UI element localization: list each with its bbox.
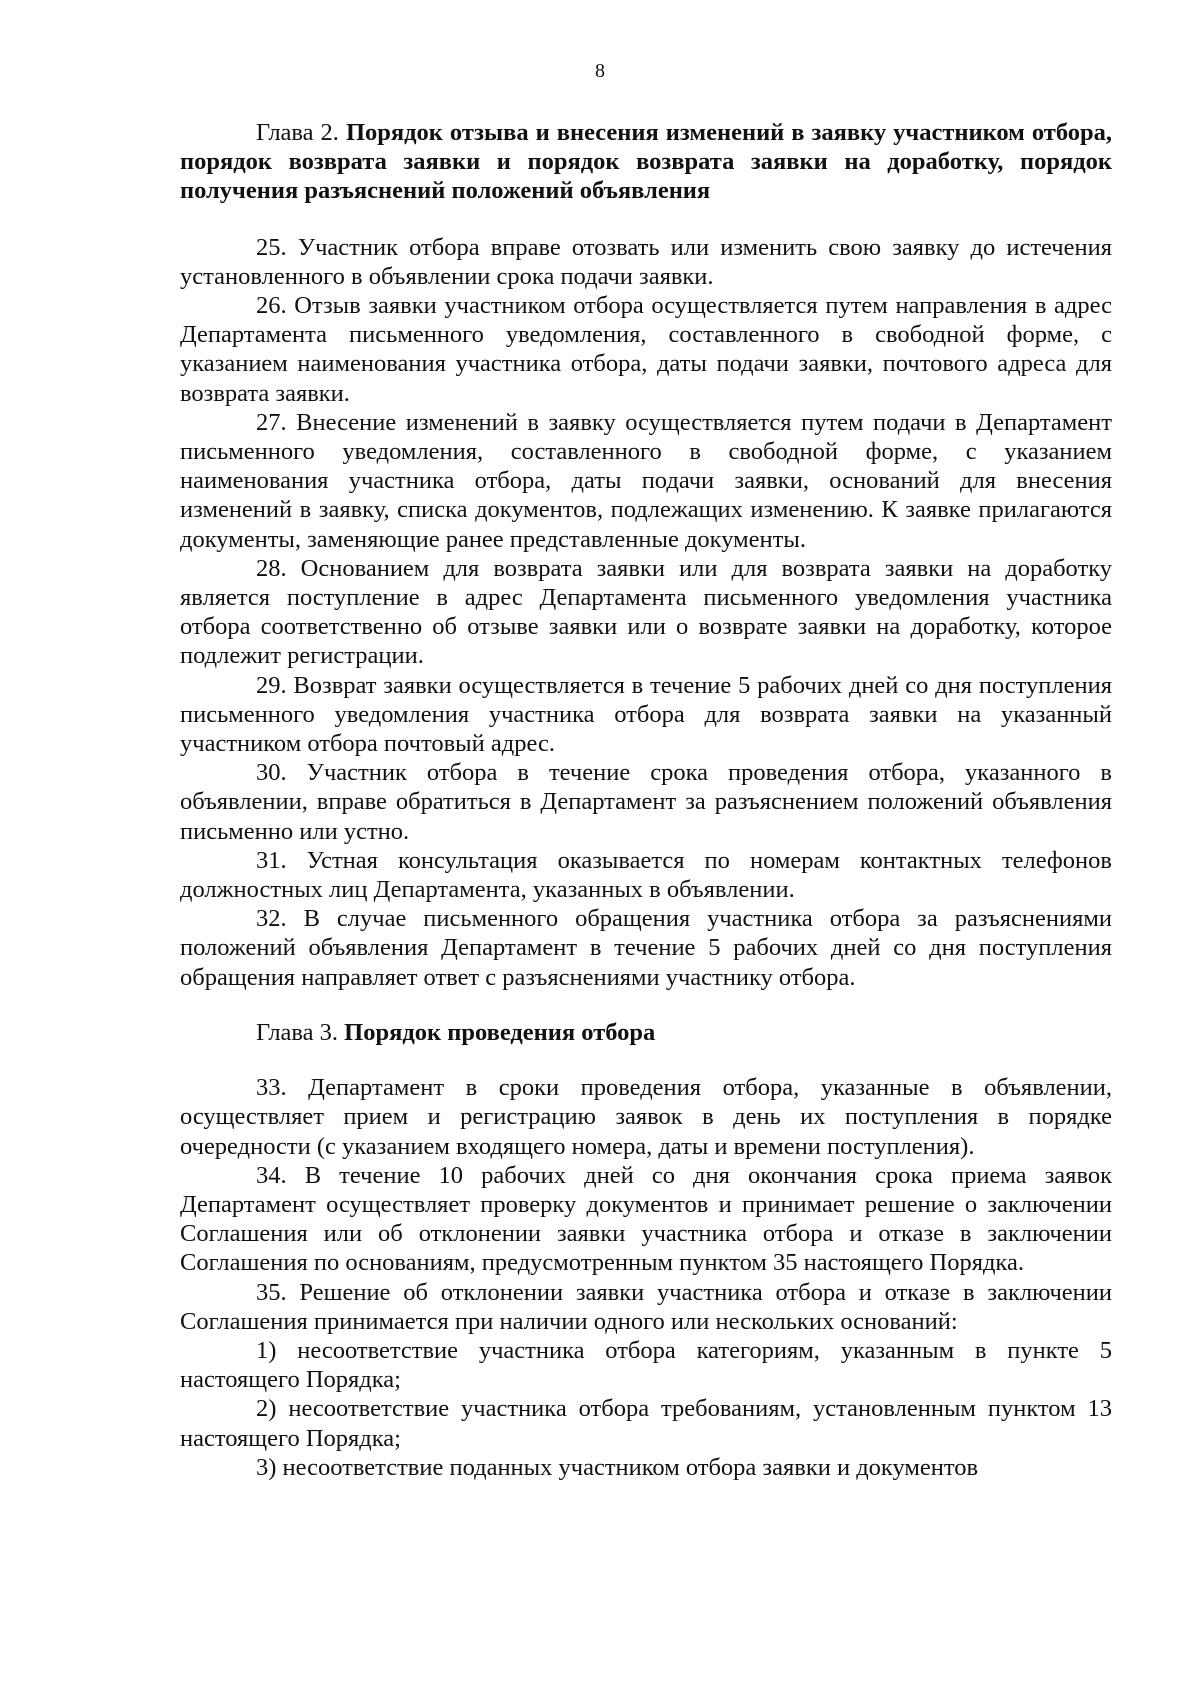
chapter-3-heading	[180, 1018, 1112, 1047]
list-item-35-1: 1) несоответствие участника отбора категориям, указанным в пункте 5 настоящего Порядка;	[180, 1336, 1112, 1394]
paragraph-25: 25. Участник отбора вправе отозвать или изменить свою заявку до истечения установленного в объявлении срока подачи заявки.	[180, 233, 1112, 290]
chapter-2-heading	[180, 118, 1112, 206]
paragraph-35: 35. Решение об отклонении заявки участника отбора и отказе в заключении Соглашения принимается при наличии одного или нескольких оснований:	[180, 1278, 1112, 1335]
list-item-35-2: 2) несоответствие участника отбора требованиям, установленным пунктом 13 настоящего Порядка;	[180, 1395, 1112, 1452]
paragraph-32: 32. В случае письменного обращения участника отбора за разъяснениями положений объявления Департамент в течение 5 рабочих дней со дня поступления обращения направляет ответ с разъяснениями участнику отбора.	[180, 905, 1112, 991]
paragraph-29: 29. Возврат заявки осуществляется в течение 5 рабочих дней со дня поступления письменного уведомления участника отбора для возврата заявки на указанный участником отбора почтовый адрес.	[180, 671, 1112, 758]
paragraph-31: 31. Устная консультация оказывается по номерам контактных телефонов должностных лиц Департамента, указанных в объявлении.	[180, 846, 1112, 904]
paragraph-34: 34. В течение 10 рабочих дней со дня окончания срока приема заявок Департамент осуществляет проверку документов и принимает решение о заключении Соглашения или об отклонении заявки участника отбора и отказе в заключении Соглашения по основаниям, предусмотренным пунктом 35 настоящего Порядка.	[180, 1161, 1112, 1277]
paragraph-33: 33. Департамент в сроки проведения отбора, указанные в объявлении, осуществляет прием и регистрацию заявок в день их поступления в порядке очередности (с указанием входящего номера, даты и времени поступления).	[180, 1074, 1112, 1160]
chapter-3-prefix: Глава 3.	[256, 1018, 339, 1046]
chapter-2-title: Порядок отзыва и внесения изменений в заявку участником отбора, порядок возврата заявки и порядок возврата заявки на доработку, порядок получения разъяснений положений объявления	[180, 119, 1113, 205]
paragraph-28: 28. Основанием для возврата заявки или для возврата заявки на доработку является поступление в адрес Департамента письменного уведомления участника отбора соответственно об отзыве заявки или о возврате заявки на доработку, которое подлежит регистрации.	[180, 554, 1112, 670]
chapter-3-title: Порядок проведения отбора	[344, 1018, 656, 1046]
list-item-35-3: 3) несоответствие поданных участником отбора заявки и документов	[256, 1453, 979, 1481]
page-content	[180, 118, 1112, 1482]
paragraph-26: 26. Отзыв заявки участником отбора осуществляется путем направления в адрес Департамента письменного уведомления, составленного в свободной форме, с указанием наименования участника отбора, даты подачи заявки, почтового адреса для возврата заявки.	[180, 292, 1112, 407]
chapter-2-prefix: Глава 2.	[256, 119, 339, 146]
paragraph-30: 30. Участник отбора в течение срока проведения отбора, указанного в объявлении, вправе обратиться в Департамент за разъяснением положений объявления письменно или устно.	[180, 759, 1112, 845]
page-number: 8	[595, 60, 605, 82]
paragraph-27: 27. Внесение изменений в заявку осуществляется путем подачи в Департамент письменного уведомления, составленного в свободной форме, с указанием наименования участника отбора, даты подачи заявки, оснований для внесения изменений в заявку, списка документов, подлежащих изменению. К заявке прилагаются документы, заменяющие ранее представленные документы.	[180, 408, 1112, 553]
